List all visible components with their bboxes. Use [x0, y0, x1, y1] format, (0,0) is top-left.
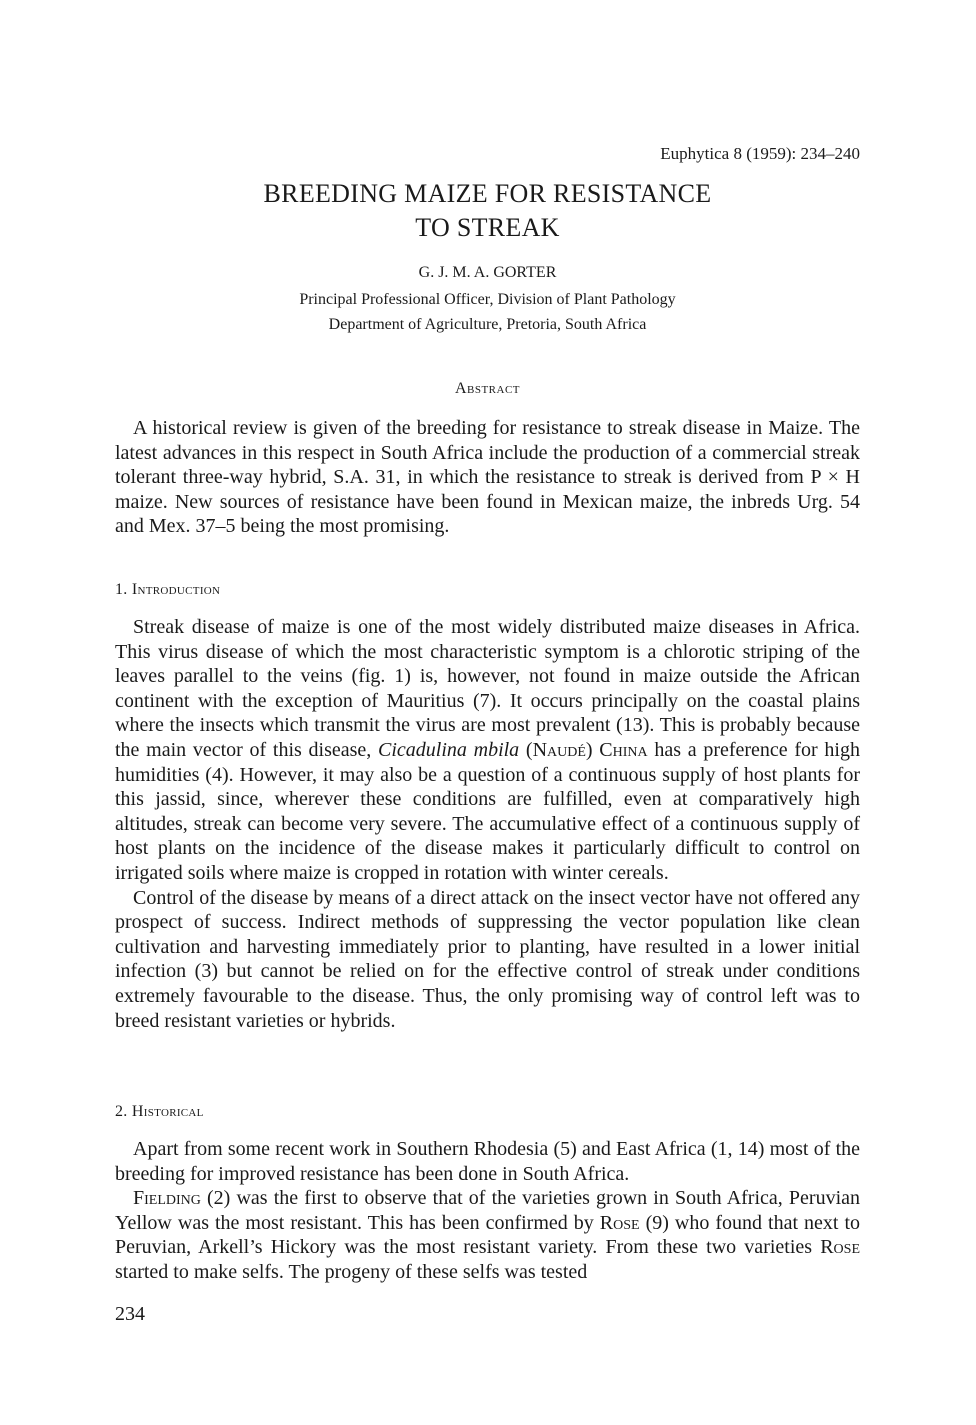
introduction-paragraph-1: [115, 615, 860, 886]
text-run: (2) was the first to observe that of the varieties grown in South Africa, Peruvian Yellow was the most resistant. This has been confirmed by: [115, 1187, 860, 1234]
paper-page: [115, 0, 860, 1425]
abstract-body: [115, 416, 860, 539]
paper-title: [115, 177, 860, 245]
text-run: has a preference for high humidities (4). However, it may also be a question of a continuous supply of host plants for this jassid, since, wherever these conditions are fulfilled, even at comparatively high altitudes, streak can become very severe. The accumulative effect of a continuous supply of host plants on the incidence of the disease makes it particularly difficult to control on irrigated soils where maize is cropped in rotation with winter cereals.: [115, 738, 860, 884]
title-line-1: BREEDING MAIZE FOR RESISTANCE: [263, 179, 712, 208]
title-line-2: TO STREAK: [415, 213, 560, 242]
author-affiliation-line-1: Principal Professional Officer, Division of Plant Pathology: [299, 291, 676, 308]
section-heading-introduction: 1. Introduction: [115, 581, 221, 598]
historical-paragraph-1: Apart from some recent work in Southern Rhodesia (5) and East Africa (1, 14) most of the breeding for improved resistance has been done in South Africa.: [115, 1138, 860, 1185]
historical-body: [115, 1137, 860, 1285]
section-heading-historical: 2. Historical: [115, 1103, 204, 1120]
cited-author: Rose: [599, 1211, 640, 1234]
author-name: G. J. M. A. GORTER: [418, 264, 557, 281]
cited-author: Rose: [820, 1236, 860, 1259]
species-name: Cicadulina mbila: [378, 738, 520, 761]
text-run: Streak disease of maize is one of the most widely distributed maize diseases in Africa. This virus disease of which the most characteristic symptom is a chlorotic striping of the leaves parallel to the veins (fig. 1) is, however, not found in maize outside the African continent with the exception of Mauritius (7). It occurs principally on the coastal plains where the insects which transmit the virus are most prevalent (13). This is probably because the main vector of this disease,: [115, 616, 860, 761]
page-number: 234: [115, 1303, 145, 1325]
text-run: (9) who found that next to Peruvian, Arkell’s Hickory was the most resistant variety. From these two varieties: [115, 1211, 860, 1259]
journal-citation: Euphytica 8 (1959): 234–240: [660, 144, 860, 163]
cited-author: Fielding: [133, 1187, 201, 1210]
historical-paragraph-2: [115, 1186, 860, 1284]
introduction-body: [115, 615, 860, 1033]
abstract-paragraph: A historical review is given of the breeding for resistance to streak disease in Maize. The latest advances in this respect in South Africa include the production of a commercial streak tolerant three-way hybrid, S.A. 31, in which the resistance to streak is derived from P × H maize. New sources of resistance have been found in Mexican maize, the inbreds Urg. 54 and Mex. 37–5 being the most promising.: [115, 417, 860, 538]
species-authority: (Naudé): [525, 738, 593, 761]
text-run: started to make selfs. The progeny of these selfs was tested: [115, 1260, 588, 1283]
abstract-heading: Abstract: [454, 380, 521, 397]
species-authority: China: [599, 738, 648, 761]
introduction-paragraph-2: Control of the disease by means of a direct attack on the insect vector have not offered any prospect of success. Indirect methods of suppressing the vector population like clean cultivation and harvesting immediately prior to planting, have resulted in a lower initial infection (3) but cannot be relied on for the effective control of streak under conditions extremely favourable to the disease. Thus, the only promising way of control left was to breed resistant varieties or hybrids.: [115, 886, 860, 1032]
author-affiliation-line-2: Department of Agriculture, Pretoria, South Africa: [328, 316, 647, 333]
